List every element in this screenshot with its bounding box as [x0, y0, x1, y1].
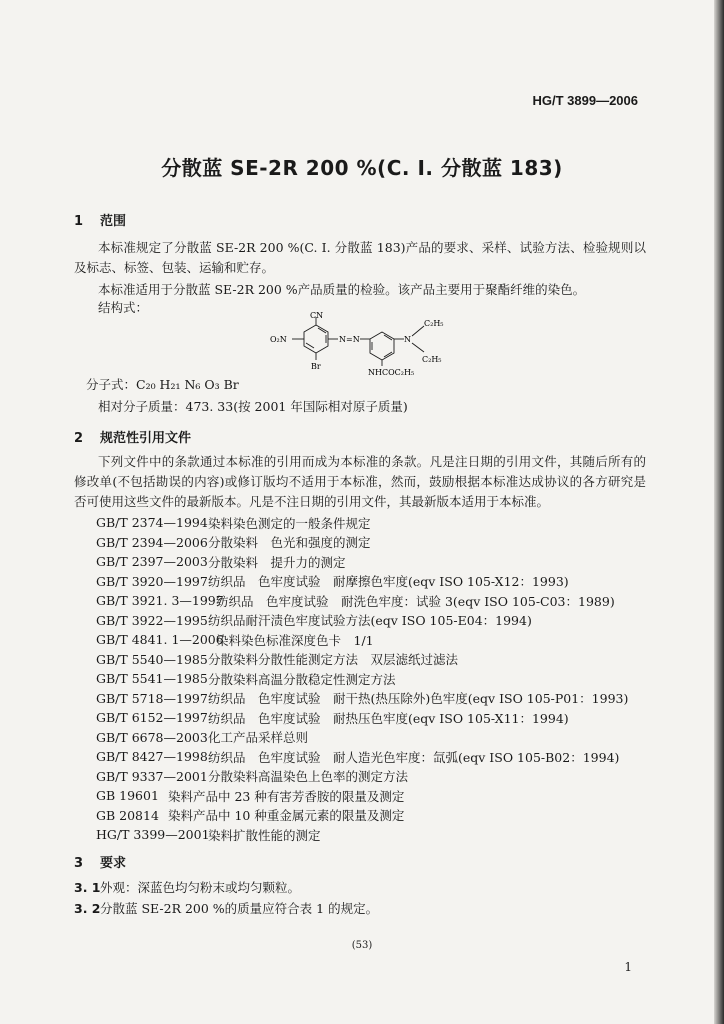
- page-number: 1: [624, 960, 632, 974]
- scan-edge-shadow: [714, 0, 724, 1024]
- reference-item: [96, 611, 628, 631]
- section-2-heading: [74, 427, 191, 446]
- footer-code: (53): [351, 940, 373, 951]
- reference-title: 染料扩散性能的测定: [208, 827, 321, 843]
- reference-code: GB/T 5541—1985: [96, 671, 208, 687]
- reference-title: 分散染料分散性能测定方法 双层滤纸过滤法: [208, 652, 459, 668]
- ethyl-1-label: C₂H₅: [424, 319, 444, 328]
- reference-code: GB/T 2394—2006: [96, 534, 208, 550]
- reference-title: 纺织品 色牢度试验 耐洗色牢度：试验 3(eqv ISO 105-C03：1989): [216, 593, 615, 609]
- section-3-heading: [74, 852, 126, 871]
- reference-code: GB/T 5540—1985: [96, 651, 208, 667]
- reference-code: GB/T 4841. 1—2006: [96, 632, 224, 648]
- reference-title: 分散染料高温染色上色率的测定方法: [208, 769, 409, 785]
- reference-item: [96, 689, 628, 709]
- reference-title: 分散染料 提升力的测定: [208, 554, 346, 570]
- amide-label: NHCOC₂H₅: [368, 368, 415, 377]
- structure-label: 结构式：: [98, 300, 149, 315]
- reference-item: [96, 786, 628, 806]
- reference-list: [96, 513, 628, 845]
- reference-title: 纺织品 色牢度试验 耐摩擦色牢度(eqv ISO 105-X12：1993): [208, 574, 569, 590]
- o2n-label: O₂N: [270, 335, 287, 344]
- reference-title: 染料产品中 23 种有害芳香胺的限量及测定: [168, 788, 405, 804]
- reference-item: [96, 728, 628, 748]
- molecular-mass: 相对分子质量：473. 33(按 2001 年国际相对原子质量): [98, 399, 408, 414]
- reference-title: 分散染料 色光和强度的测定: [208, 535, 371, 551]
- requirement-item: [74, 878, 300, 896]
- reference-title: 分散染料高温分散稳定性测定方法: [208, 671, 396, 687]
- reference-code: GB/T 8427—1998: [96, 749, 208, 765]
- reference-title: 染料染色标准深度色卡 1/1: [216, 632, 374, 648]
- reference-item: [96, 669, 628, 689]
- reference-item: [96, 650, 628, 670]
- section-1-heading: [74, 210, 126, 229]
- azo-label: N=N: [339, 335, 360, 344]
- reference-item: [96, 767, 628, 787]
- section-number: 3: [74, 856, 84, 871]
- section-title: 规范性引用文件: [100, 431, 192, 446]
- reference-title: 纺织品 色牢度试验 耐人造光色牢度：氙弧(eqv ISO 105-B02：1994): [208, 749, 620, 765]
- reference-code: GB/T 3922—1995: [96, 612, 208, 628]
- reference-code: HG/T 3399—2001: [96, 827, 210, 843]
- amine-n-label: N: [404, 335, 411, 344]
- reference-code: GB/T 5718—1997: [96, 690, 208, 706]
- normative-references-paragraph: 下列文件中的条款通过本标准的引用而成为本标准的条款。凡是注日期的引用文件，其随后所有的修改单(不包括勘误的内容)或修订版均不适用于本标准，然而，鼓励根据本标准达成协议的各方研究是否可使用这些文件的最新版本。凡是不注日期的引用文件，其最新版本适用于本标准。: [74, 454, 646, 509]
- reference-item: [96, 708, 628, 728]
- cn-label: CN: [310, 312, 324, 320]
- clause-number: 3. 2: [74, 901, 101, 916]
- reference-title: 染料产品中 10 种重金属元素的限量及测定: [168, 808, 405, 824]
- reference-item: [96, 572, 628, 592]
- reference-code: GB/T 6152—1997: [96, 710, 208, 726]
- reference-item: [96, 747, 628, 767]
- molecular-formula: 分子式：C₂₀ H₂₁ N₆ O₃ Br: [86, 377, 239, 392]
- scope-paragraph-1: 本标准规定了分散蓝 SE-2R 200 %(C. I. 分散蓝 183)产品的要求、采样、试验方法、检验规则以及标志、标签、包装、运输和贮存。: [74, 240, 646, 275]
- reference-item: [96, 825, 628, 845]
- scope-paragraph-2: 本标准适用于分散蓝 SE-2R 200 %产品质量的检验。该产品主要用于聚酯纤维的染色。: [98, 282, 586, 297]
- section-title: 范围: [100, 214, 127, 229]
- reference-title: 纺织品 色牢度试验 耐热压色牢度(eqv ISO 105-X11：1994): [208, 710, 569, 726]
- clause-text: 分散蓝 SE-2R 200 %的质量应符合表 1 的规定。: [100, 901, 379, 916]
- reference-code: GB/T 2374—1994: [96, 515, 208, 531]
- reference-title: 纺织品 色牢度试验 耐干热(热压除外)色牢度(eqv ISO 105-P01：1993): [208, 691, 629, 707]
- reference-item: [96, 630, 628, 650]
- reference-item: [96, 533, 628, 553]
- reference-code: GB/T 3921. 3—1997: [96, 593, 224, 609]
- reference-code: GB/T 9337—2001: [96, 768, 208, 784]
- reference-item: [96, 513, 628, 533]
- reference-title: 化工产品采样总则: [208, 730, 309, 746]
- section-title: 要求: [100, 856, 127, 871]
- reference-title: 染料染色测定的一般条件规定: [208, 515, 371, 531]
- reference-code: GB 19601: [96, 788, 159, 804]
- document-title: 分散蓝 SE-2R 200 %(C. I. 分散蓝 183): [161, 156, 563, 180]
- ethyl-2-label: C₂H₅: [422, 355, 442, 364]
- reference-code: GB/T 6678—2003: [96, 729, 208, 745]
- structural-formula-diagram: [264, 312, 474, 382]
- reference-item: [96, 591, 628, 611]
- section-number: 2: [74, 431, 84, 446]
- clause-text: 外观：深蓝色均匀粉末或均匀颗粒。: [100, 880, 301, 895]
- reference-code: GB/T 2397—2003: [96, 554, 208, 570]
- reference-item: [96, 552, 628, 572]
- reference-title: 纺织品耐汗渍色牢度试验方法(eqv ISO 105-E04：1994): [208, 613, 532, 629]
- reference-item: [96, 806, 628, 826]
- requirement-item: [74, 899, 378, 917]
- clause-number: 3. 1: [74, 880, 101, 895]
- reference-code: GB/T 3920—1997: [96, 573, 208, 589]
- standard-number: HG/T 3899—2006: [532, 93, 638, 108]
- section-number: 1: [74, 214, 84, 229]
- reference-code: GB 20814: [96, 807, 159, 823]
- br-label: Br: [311, 362, 321, 371]
